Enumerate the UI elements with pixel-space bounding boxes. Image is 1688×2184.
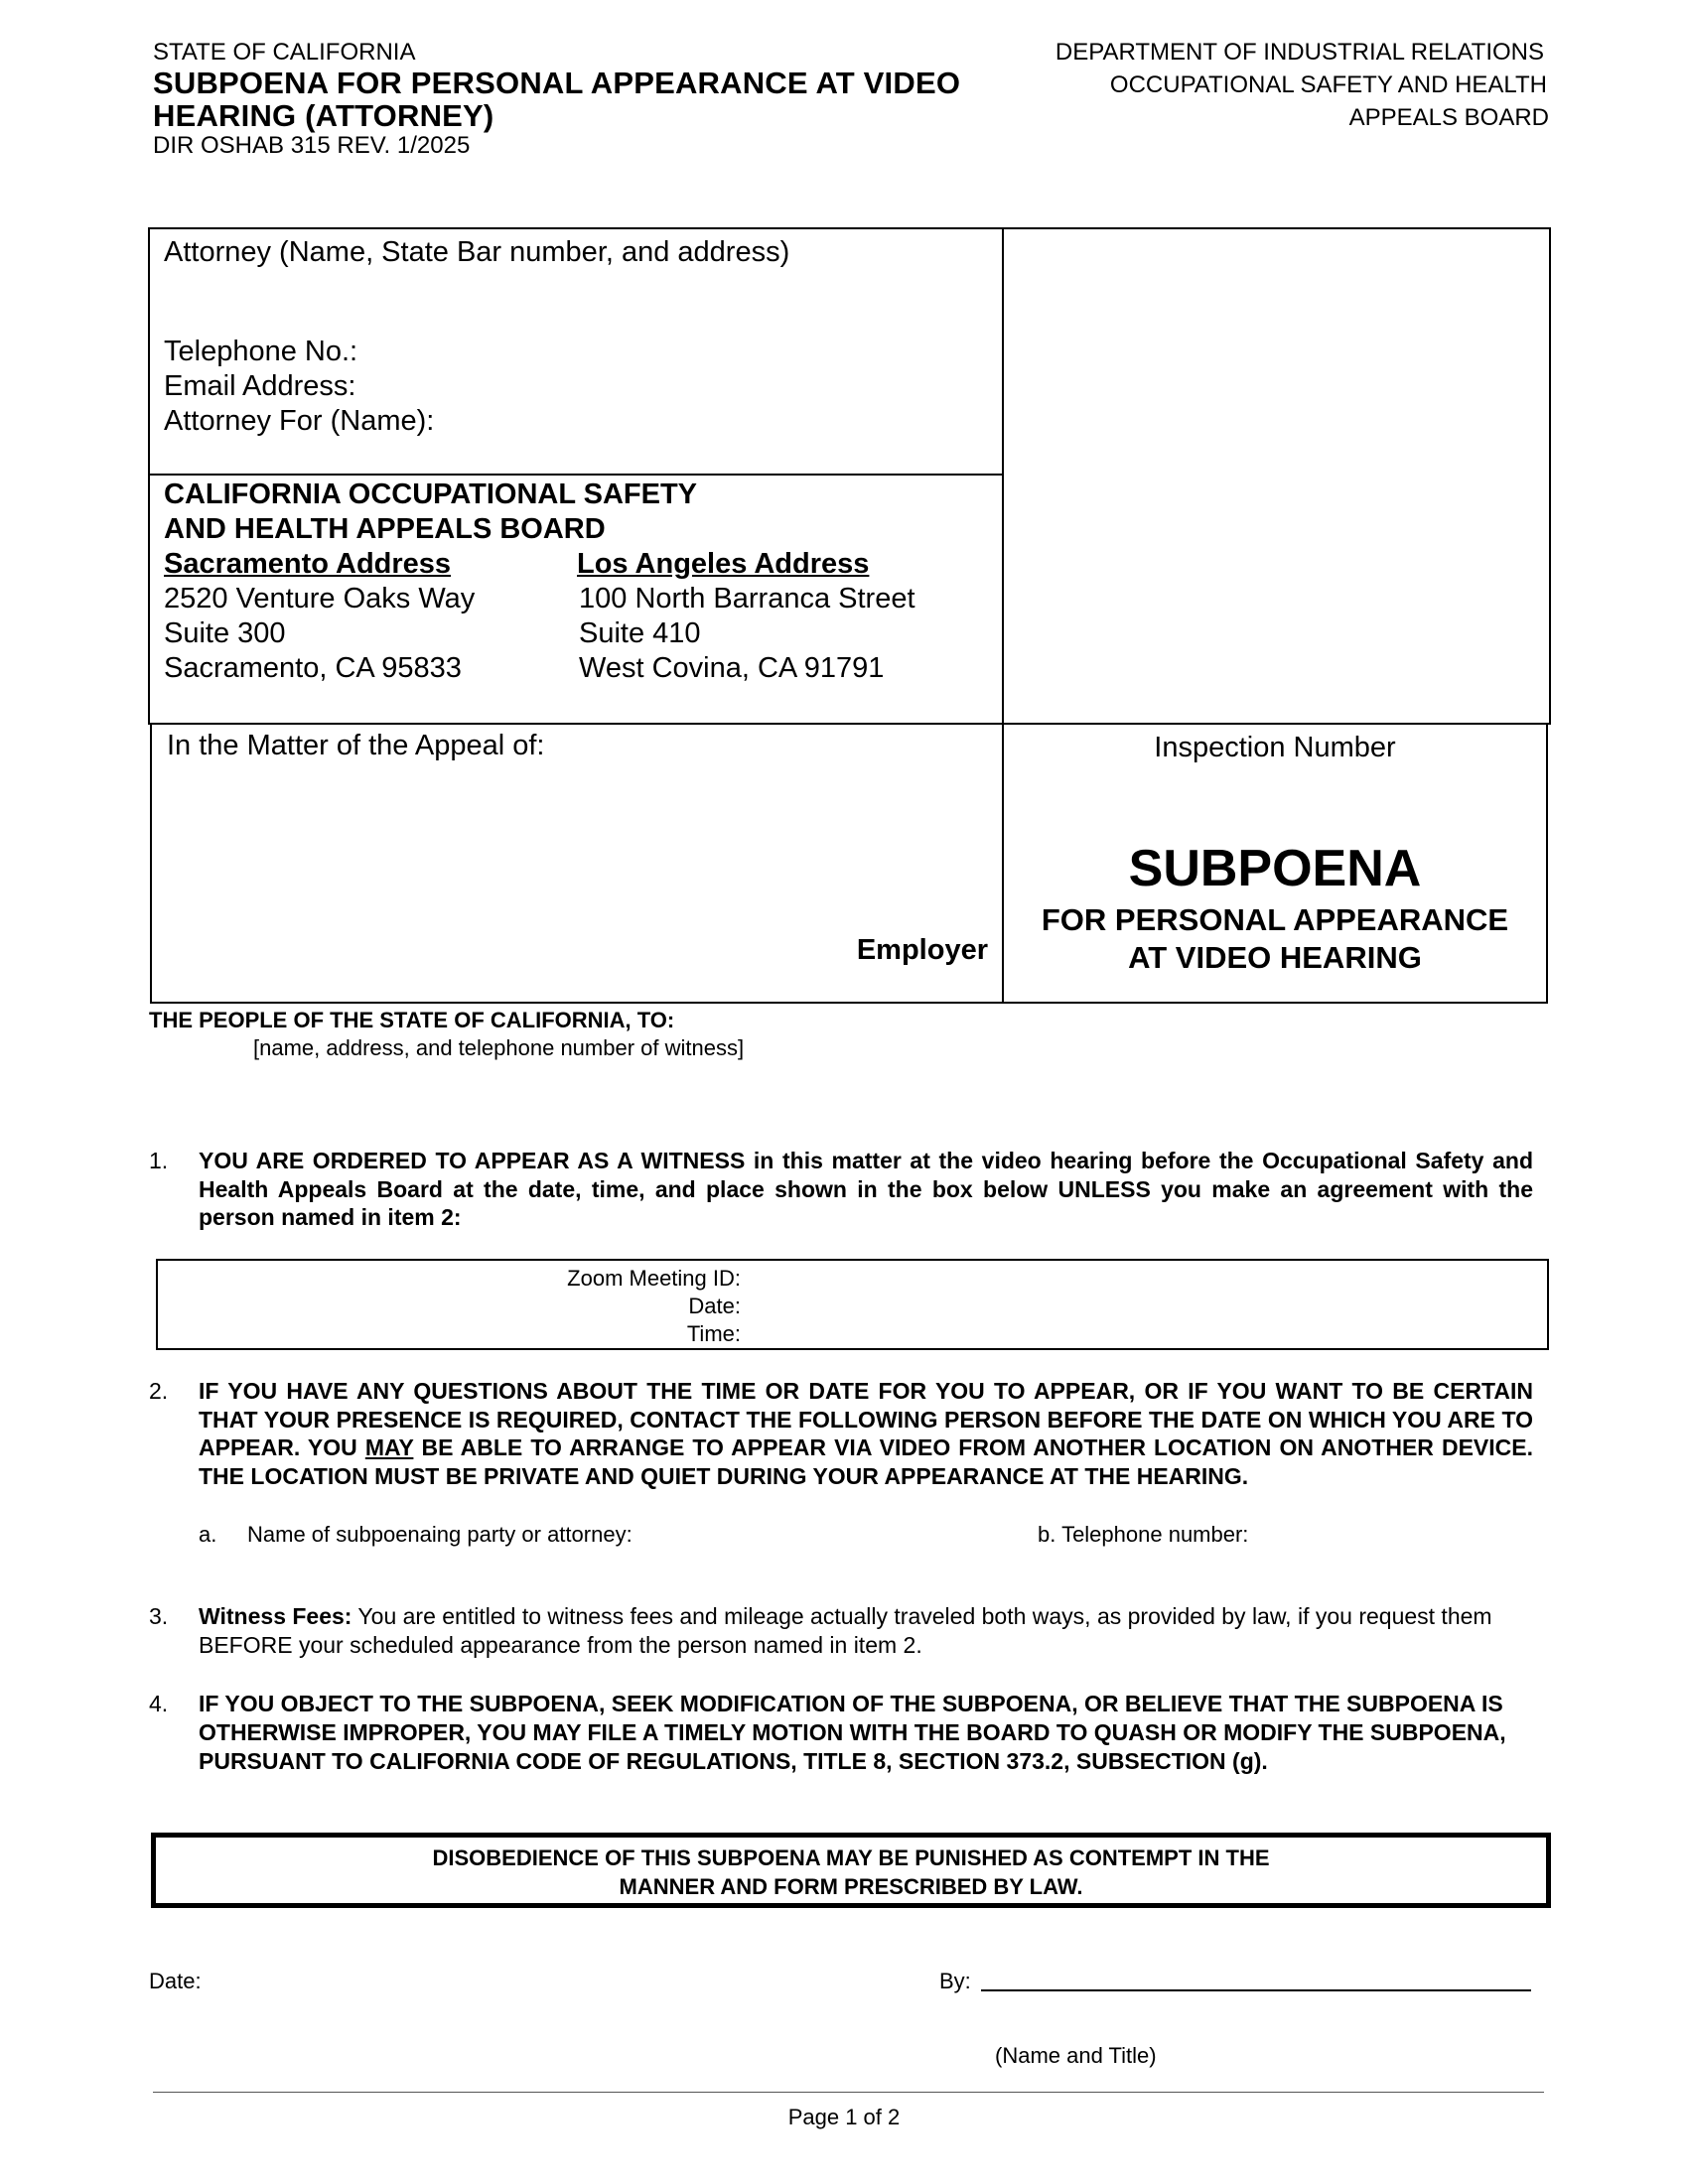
los-angeles-line1: 100 North Barranca Street <box>579 583 915 614</box>
item1-text: YOU ARE ORDERED TO APPEAR AS A WITNESS in this matter at the video hearing before the Occupational Safety and Health Appeals Board at the date, time, and place shown in the box below UNLESS you make an agreement with the person named in item 2: <box>199 1148 1533 1230</box>
contempt-warning-box <box>151 1833 1551 1908</box>
attorney-box[interactable] <box>148 227 1004 476</box>
name-and-title-label: (Name and Title) <box>995 2043 1157 2068</box>
department-line2: OCCUPATIONAL SAFETY AND HEALTH <box>1109 71 1547 98</box>
subpoena-title: SUBPOENA <box>1128 840 1422 897</box>
item2-number: 2. <box>149 1378 169 1404</box>
subpoena-subtitle-line1: FOR PERSONAL APPEARANCE <box>1041 902 1509 937</box>
department-line3: APPEALS BOARD <box>1348 104 1549 131</box>
email-label: Email Address: <box>164 370 356 402</box>
matter-label: In the Matter of the Appeal of: <box>167 730 545 761</box>
inspection-box[interactable] <box>1002 723 1548 1004</box>
item1-number: 1. <box>149 1148 169 1173</box>
item2-text-after: BE ABLE TO ARRANGE TO APPEAR VIA VIDEO FROM ANOTHER LOCATION ON ANOTHER DEVICE. THE LOCATION MUST BE PRIVATE AND QUIET DURING YOUR APPEARANCE AT THE HEARING. <box>199 1434 1533 1489</box>
hearing-time-label: Time: <box>686 1321 741 1346</box>
item3-number: 3. <box>149 1603 169 1629</box>
footer-divider <box>153 2092 1544 2093</box>
hearing-date-label: Date: <box>688 1294 741 1318</box>
sacramento-line2: Suite 300 <box>164 617 286 649</box>
subpoena-subtitle-line2: AT VIDEO HEARING <box>1128 940 1422 975</box>
witness-fees-label: Witness Fees: <box>199 1603 352 1629</box>
telephone-number-label: b. Telephone number: <box>1038 1522 1249 1547</box>
department-line1: DEPARTMENT OF INDUSTRIAL RELATIONS <box>1055 39 1544 66</box>
form-title-line1: SUBPOENA FOR PERSONAL APPEARANCE AT VIDEO <box>153 66 961 100</box>
warning-line1: DISOBEDIENCE OF THIS SUBPOENA MAY BE PUNISHED AS CONTEMPT IN THE <box>432 1845 1270 1870</box>
people-to-line: THE PEOPLE OF THE STATE OF CALIFORNIA, TO: <box>149 1008 675 1032</box>
page-number: Page 1 of 2 <box>787 2105 901 2129</box>
hearing-details-box[interactable] <box>156 1259 1549 1350</box>
sacramento-line3: Sacramento, CA 95833 <box>164 652 462 684</box>
signature-by-label: By: <box>939 1969 971 1993</box>
board-name-line1: CALIFORNIA OCCUPATIONAL SAFETY <box>164 478 698 510</box>
signature-line[interactable] <box>981 1989 1531 1991</box>
zoom-meeting-id-label: Zoom Meeting ID: <box>567 1266 741 1291</box>
item2-text-before: IF YOU HAVE ANY QUESTIONS ABOUT THE TIME OR DATE FOR YOU TO APPEAR, OR IF YOU WANT TO BE CERTAIN THAT YOUR PRESENCE IS REQUIRED, CONTACT THE FOLLOWING PERSON BEFORE THE DATE ON WHICH YOU ARE TO APPEAR. YOU <box>199 1378 1533 1460</box>
telephone-label: Telephone No.: <box>164 336 358 367</box>
employer-label: Employer <box>856 934 988 966</box>
item2-text <box>199 1377 1533 1490</box>
item4-number: 4. <box>149 1691 169 1716</box>
blank-filing-box[interactable] <box>1002 227 1551 725</box>
los-angeles-line2: Suite 410 <box>579 617 701 649</box>
item2-may: MAY <box>364 1434 414 1460</box>
board-name-line2: AND HEALTH APPEALS BOARD <box>164 513 606 545</box>
sacramento-line1: 2520 Venture Oaks Way <box>164 583 476 614</box>
item2a-letter: a. <box>199 1522 217 1547</box>
attorney-label: Attorney (Name, State Bar number, and address) <box>164 236 790 268</box>
los-angeles-line3: West Covina, CA 91791 <box>579 652 885 684</box>
subpoenaing-party-label: Name of subpoenaing party or attorney: <box>247 1522 633 1547</box>
witness-hint: [name, address, and telephone number of witness] <box>253 1035 745 1060</box>
board-address-box <box>148 474 1004 725</box>
form-number: DIR OSHAB 315 REV. 1/2025 <box>153 132 471 159</box>
inspection-number-label: Inspection Number <box>1154 732 1396 763</box>
warning-line2: MANNER AND FORM PRESCRIBED BY LAW. <box>619 1874 1083 1899</box>
state-label: STATE OF CALIFORNIA <box>153 39 416 66</box>
witness-fees-text: You are entitled to witness fees and mileage actually traveled both ways, as provided by law, if you request them BEFORE your scheduled appearance from the person named in item 2. <box>199 1603 1492 1658</box>
form-title-line2: HEARING (ATTORNEY) <box>153 98 494 133</box>
item4-text: IF YOU OBJECT TO THE SUBPOENA, SEEK MODIFICATION OF THE SUBPOENA, OR BELIEVE THAT THE SUBPOENA IS OTHERWISE IMPROPER, YOU MAY FILE A TIMELY MOTION WITH THE BOARD TO QUASH OR MODIFY THE SUBPOENA, PURSUANT TO CALIFORNIA CODE OF REGULATIONS, TITLE 8, SECTION 373.2, SUBSECTION (g). <box>199 1691 1506 1774</box>
item3-text <box>199 1602 1499 1660</box>
los-angeles-heading: Los Angeles Address <box>577 548 870 580</box>
sacramento-heading: Sacramento Address <box>164 548 452 580</box>
attorney-for-label: Attorney For (Name): <box>164 405 435 437</box>
matter-box[interactable] <box>150 723 1004 1004</box>
signature-date-label: Date: <box>149 1969 202 1993</box>
